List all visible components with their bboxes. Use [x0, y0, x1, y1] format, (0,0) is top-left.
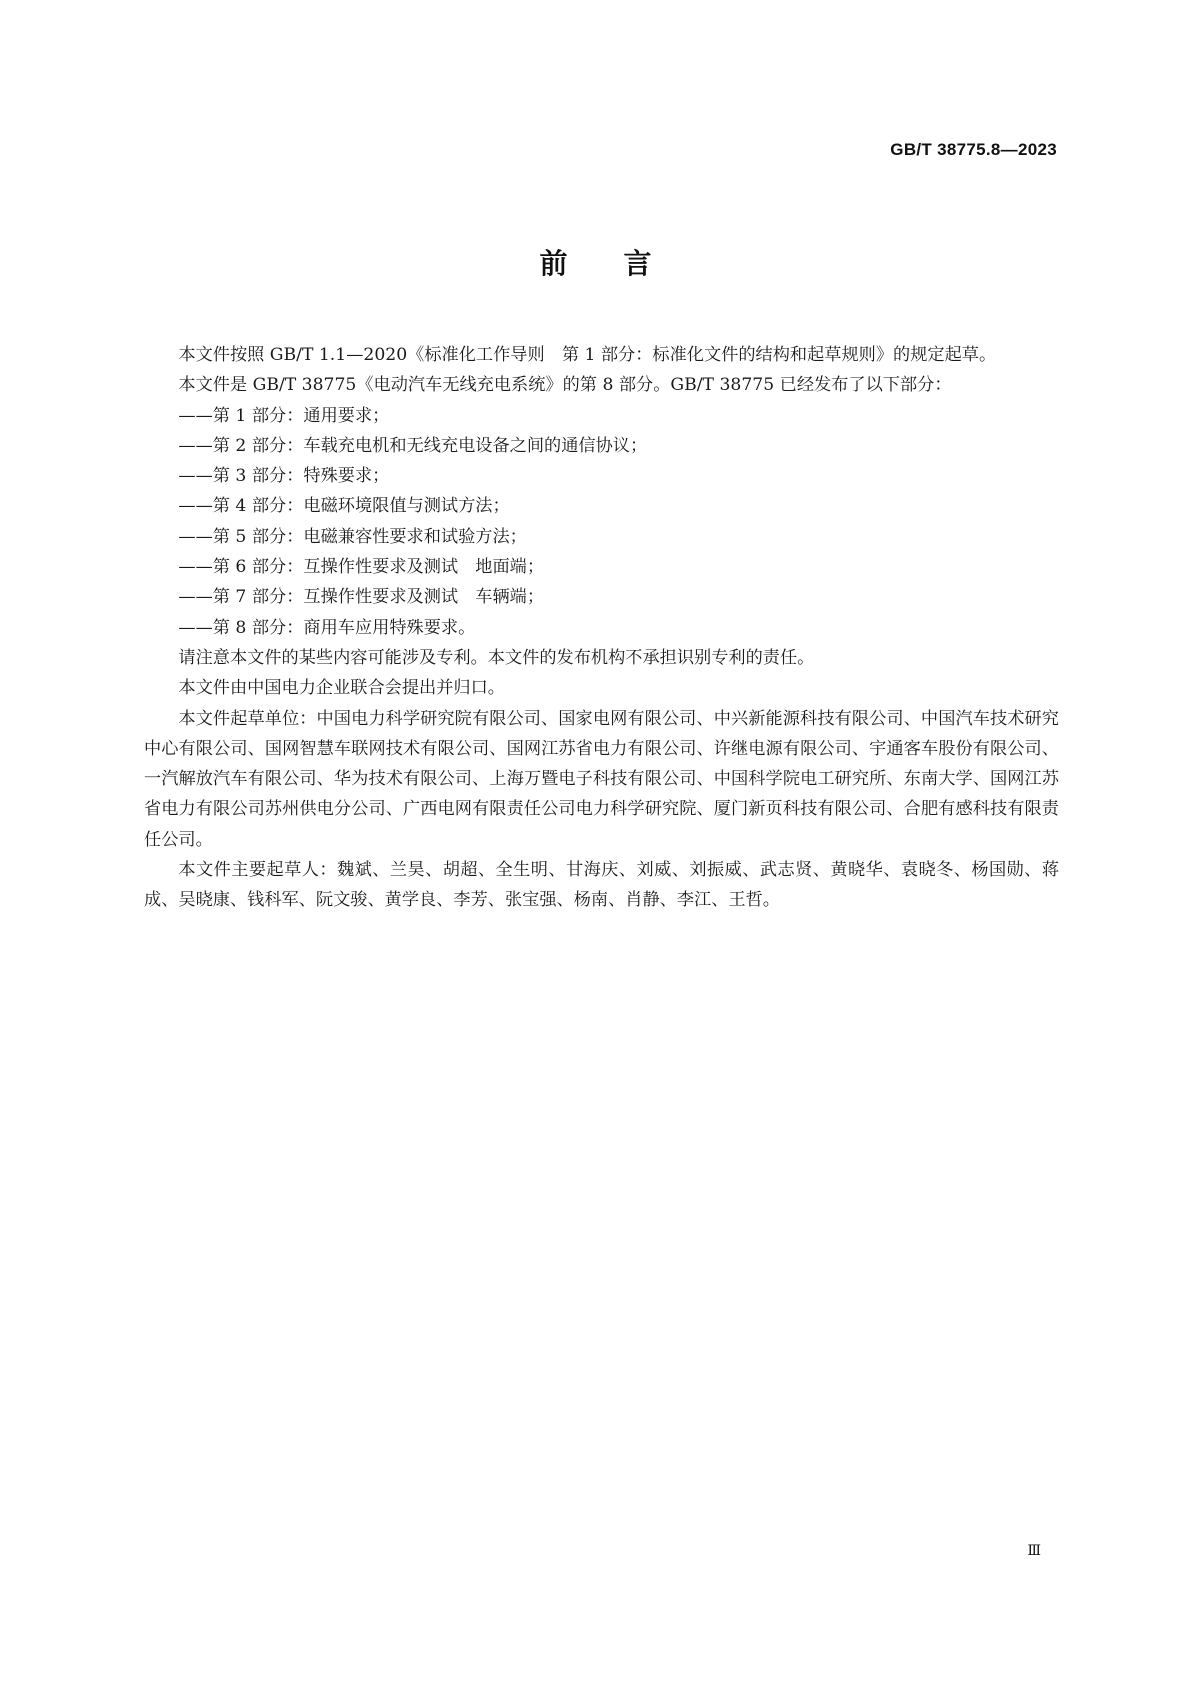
part-list-item: ——第 4 部分：电磁环境限值与测试方法； — [178, 496, 510, 517]
part-list-item: ——第 2 部分：车载充电机和无线充电设备之间的通信协议； — [178, 435, 648, 456]
proposer-paragraph: 本文件由中国电力企业联合会提出并归口。 — [178, 678, 505, 699]
part-list-item: ——第 8 部分：商用车应用特殊要求。 — [178, 617, 476, 638]
page-number: Ⅲ — [1027, 1543, 1041, 1559]
page-title: 前言 — [539, 247, 708, 280]
series-intro-paragraph: 本文件是 GB/T 38775《电动汽车无线充电系统》的第 8 部分。GB/T 38775 已经发布了以下部分： — [178, 375, 952, 396]
part-list-item: ——第 6 部分：互操作性要求及测试 地面端； — [178, 557, 545, 578]
document-code: GB/T 38775.8—2023 — [890, 140, 1057, 159]
part-list-item: ——第 1 部分：通用要求； — [178, 405, 390, 426]
foreword-body — [144, 340, 1059, 916]
drafters-paragraph: 本文件主要起草人：魏斌、兰昊、胡超、全生明、甘海庆、刘威、刘振威、武志贤、黄晓华、袁晓冬、杨国勋、蒋成、吴晓康、钱科军、阮文骏、黄学良、李芳、张宝强、杨南、肖静、李江、王哲。 — [144, 860, 1059, 911]
part-list-item: ——第 5 部分：电磁兼容性要求和试验方法； — [178, 526, 527, 547]
part-list-item: ——第 3 部分：特殊要求； — [178, 466, 390, 487]
part-list-item: ——第 7 部分：互操作性要求及测试 车辆端； — [178, 587, 545, 608]
basis-paragraph: 本文件按照 GB/T 1.1—2020《标准化工作导则 第 1 部分：标准化文件的结构和起草规则》的规定起草。 — [178, 345, 997, 365]
patent-notice-paragraph: 请注意本文件的某些内容可能涉及专利。本文件的发布机构不承担识别专利的责任。 — [178, 647, 815, 668]
drafting-units-paragraph: 本文件起草单位：中国电力科学研究院有限公司、国家电网有限公司、中兴新能源科技有限公司、中国汽车技术研究中心有限公司、国网智慧车联网技术有限公司、国网江苏省电力有限公司、许继电源有限公司、宇通客车股份有限公司、一汽解放汽车有限公司、华为技术有限公司、上海万暨电子科技有限公司、中国科学院电工研究所、东南大学、国网江苏省电力有限公司苏州供电分公司、广西电网有限责任公司电力科学研究院、厦门新页科技有限公司、合肥有感科技有限责任公司。 — [144, 708, 1059, 850]
